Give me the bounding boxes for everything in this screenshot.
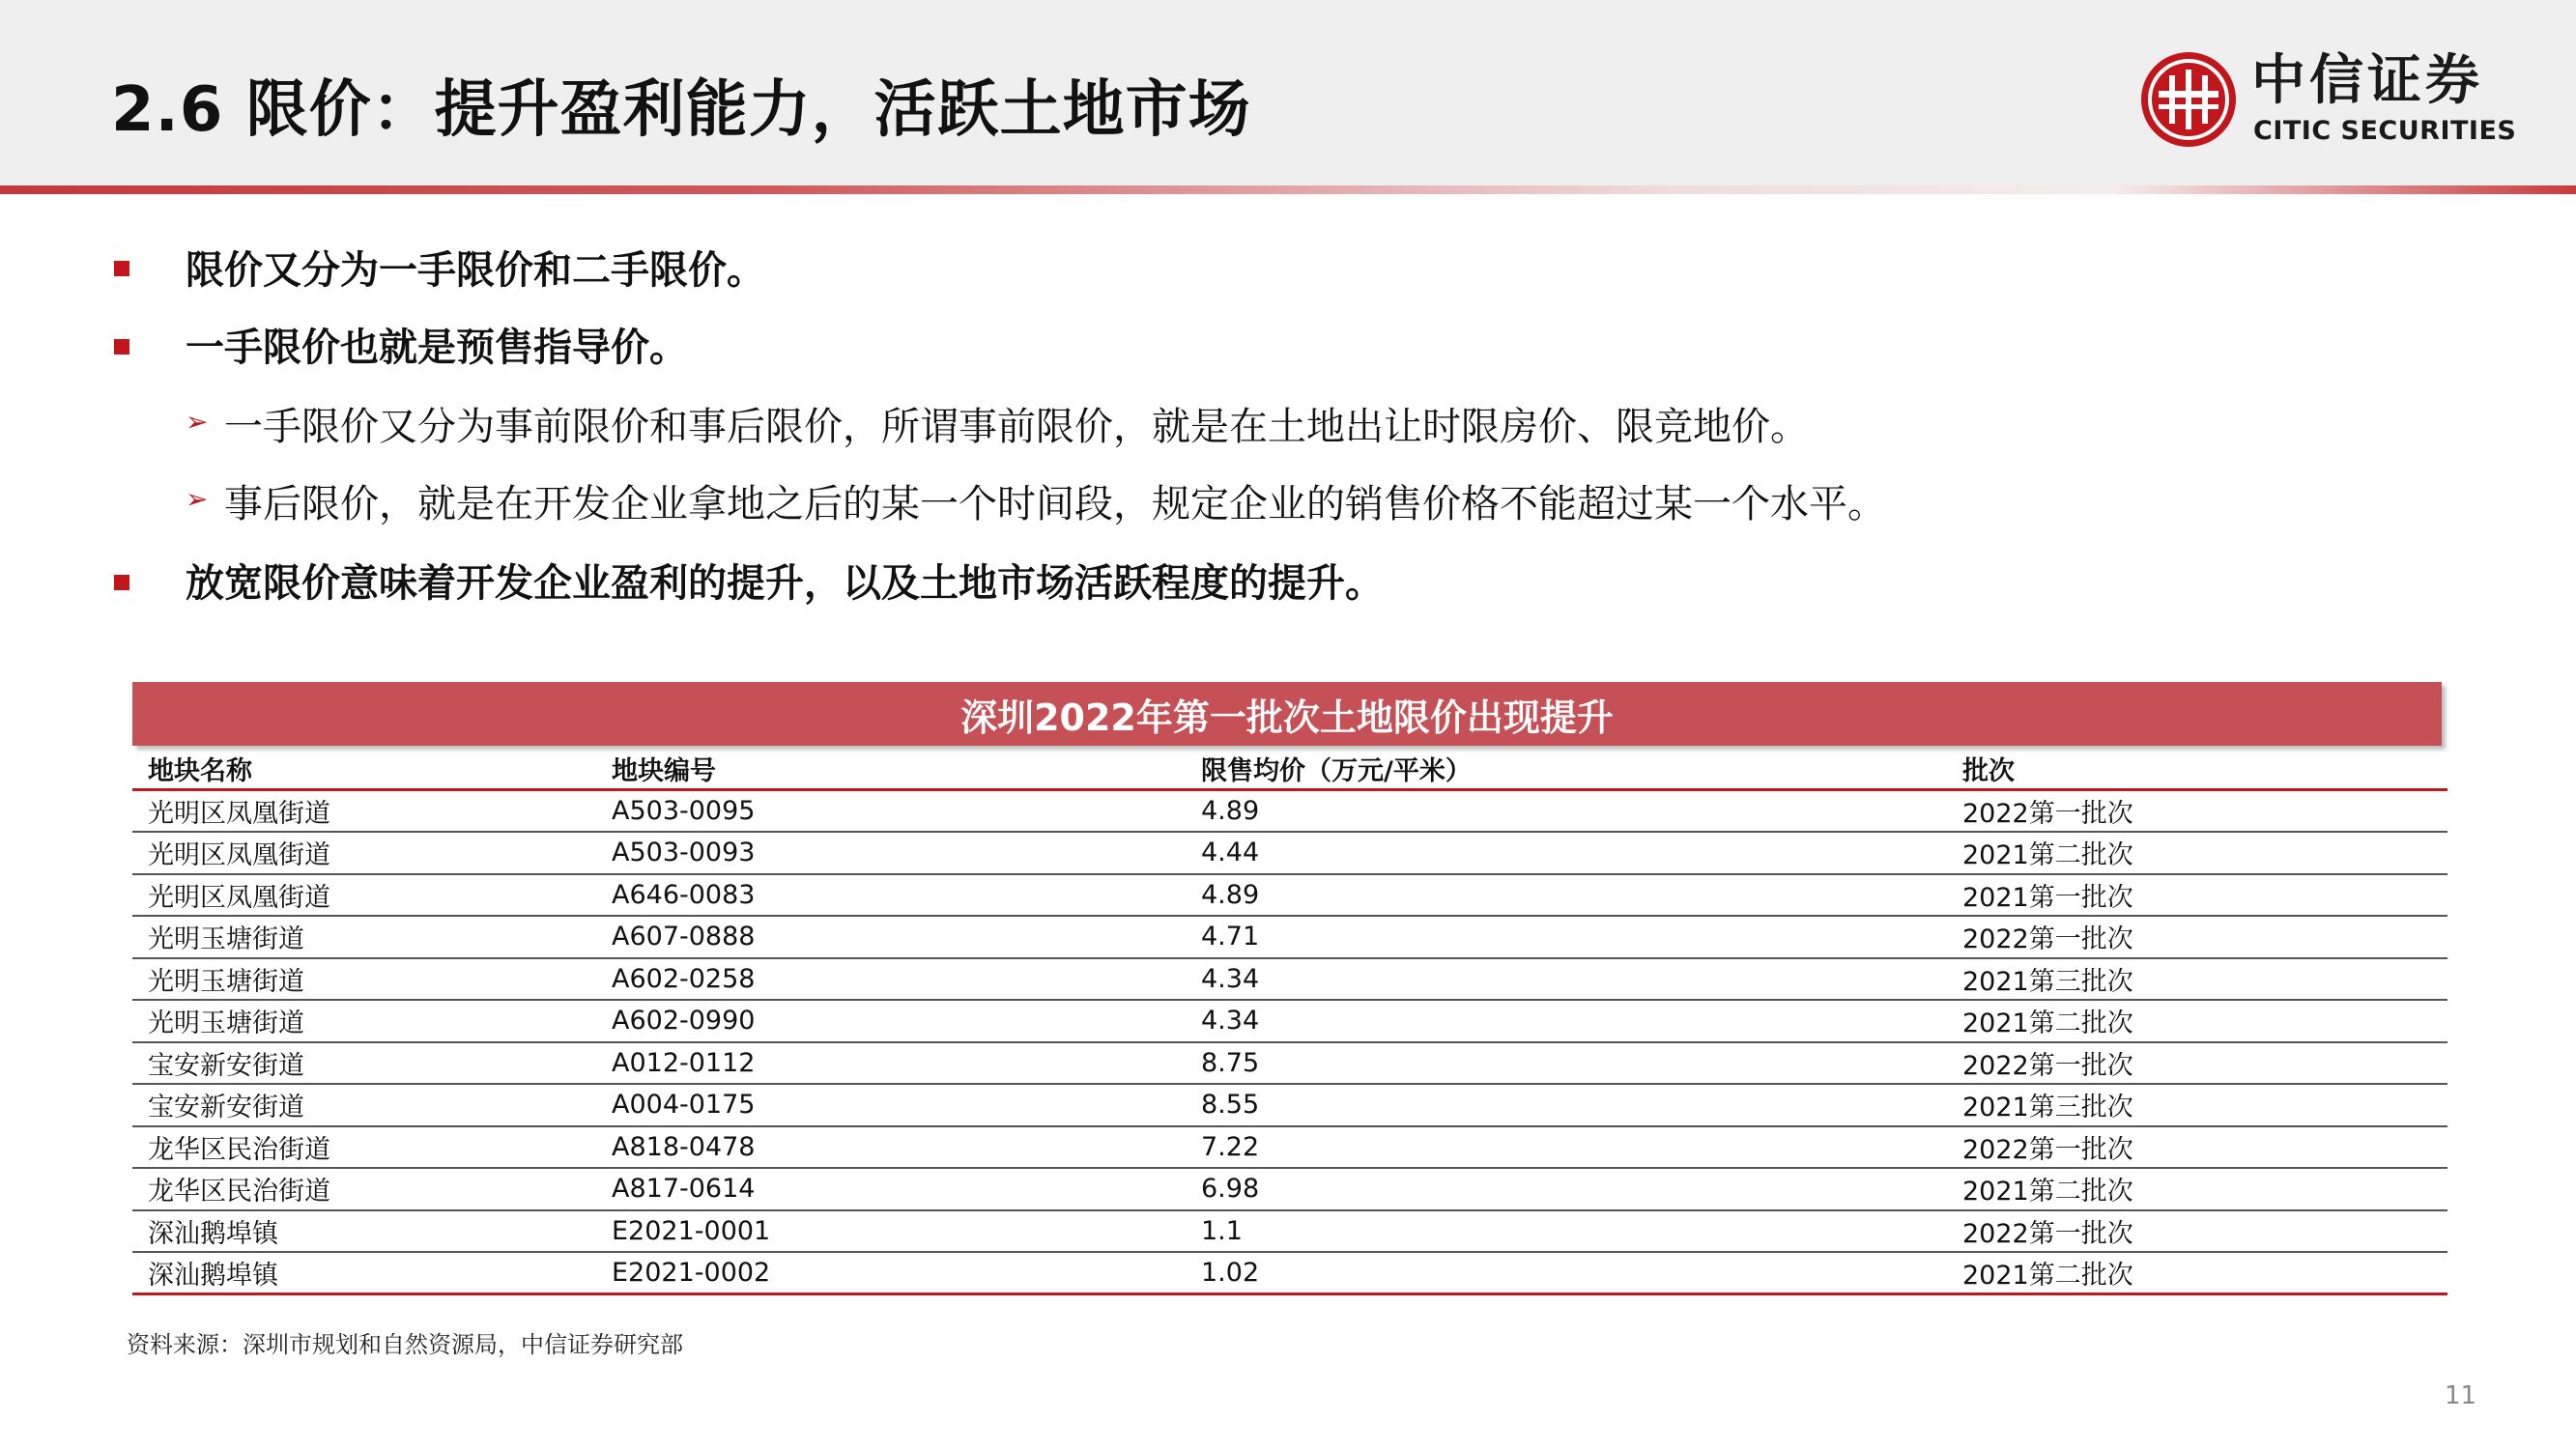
table-cell: 宝安新安街道 bbox=[132, 1042, 596, 1085]
bullet-square-icon bbox=[114, 261, 129, 276]
bullet-arrow-icon: ➢ bbox=[186, 483, 209, 515]
table-cell: A012-0112 bbox=[596, 1042, 1186, 1085]
table-cell: 光明玉塘街道 bbox=[132, 916, 596, 958]
table-body bbox=[132, 790, 2447, 1294]
table-cell: A818-0478 bbox=[596, 1126, 1186, 1169]
page-number: 11 bbox=[2445, 1381, 2477, 1410]
table-cell: 2022第一批次 bbox=[1947, 1126, 2447, 1169]
sub-bullet-item: 事后限价，就是在开发企业拿地之后的某一个时间段，规定企业的销售价格不能超过某一个水平。 bbox=[224, 482, 1886, 526]
table-cell: 2021第二批次 bbox=[1947, 1168, 2447, 1210]
table-cell: A817-0614 bbox=[596, 1168, 1186, 1210]
table-cell: 2021第二批次 bbox=[1947, 832, 2447, 874]
table-cell: 4.71 bbox=[1186, 916, 1947, 958]
table-cell: A607-0888 bbox=[596, 916, 1186, 958]
table-cell: A004-0175 bbox=[596, 1084, 1186, 1126]
table-title: 深圳2022年第一批次土地限价出现提升 bbox=[132, 682, 2442, 746]
page-title: 2.6 限价：提升盈利能力，活跃土地市场 bbox=[111, 74, 1251, 146]
column-header: 地块编号 bbox=[596, 748, 1186, 790]
table-cell: 龙华区民治街道 bbox=[132, 1126, 596, 1169]
table-cell: 1.02 bbox=[1186, 1252, 1947, 1294]
bullet-square-icon bbox=[114, 575, 129, 590]
table-cell: 4.34 bbox=[1186, 1000, 1947, 1042]
table-row bbox=[132, 1042, 2447, 1085]
header-bar bbox=[0, 0, 2576, 185]
table-row bbox=[132, 1168, 2447, 1210]
table-cell: 7.22 bbox=[1186, 1126, 1947, 1169]
table-cell: 2021第三批次 bbox=[1947, 958, 2447, 1001]
column-header: 地块名称 bbox=[132, 748, 596, 790]
table-cell: 4.89 bbox=[1186, 874, 1947, 917]
citic-logo-icon bbox=[2137, 48, 2240, 151]
bullet-arrow-icon: ➢ bbox=[186, 406, 209, 438]
bullet-item: 限价又分为一手限价和二手限价。 bbox=[186, 248, 765, 293]
data-table bbox=[132, 748, 2447, 1295]
land-price-table bbox=[132, 682, 2447, 1295]
table-cell: 2022第一批次 bbox=[1947, 1210, 2447, 1253]
table-cell: 2021第一批次 bbox=[1947, 874, 2447, 917]
table-cell: E2021-0001 bbox=[596, 1210, 1186, 1253]
table-cell: 2021第三批次 bbox=[1947, 1084, 2447, 1126]
table-cell: 4.34 bbox=[1186, 958, 1947, 1001]
column-header: 限售均价（万元/平米） bbox=[1186, 748, 1947, 790]
source-note: 资料来源：深圳市规划和自然资源局，中信证券研究部 bbox=[127, 1331, 683, 1358]
table-row bbox=[132, 1000, 2447, 1042]
table-cell: A602-0990 bbox=[596, 1000, 1186, 1042]
table-cell: 宝安新安街道 bbox=[132, 1084, 596, 1126]
table-header-row bbox=[132, 748, 2447, 790]
table-cell: 2021第二批次 bbox=[1947, 1252, 2447, 1294]
table-cell: A503-0093 bbox=[596, 832, 1186, 874]
table-cell: A602-0258 bbox=[596, 958, 1186, 1001]
bullet-square-icon bbox=[114, 339, 129, 355]
table-row bbox=[132, 1210, 2447, 1253]
table-cell: E2021-0002 bbox=[596, 1252, 1186, 1294]
table-cell: 4.44 bbox=[1186, 832, 1947, 874]
table-row bbox=[132, 958, 2447, 1001]
table-row bbox=[132, 916, 2447, 958]
table-row bbox=[132, 874, 2447, 917]
table-row bbox=[132, 832, 2447, 874]
table-cell: 光明区凤凰街道 bbox=[132, 832, 596, 874]
table-cell: 6.98 bbox=[1186, 1168, 1947, 1210]
table-row bbox=[132, 790, 2447, 833]
column-header: 批次 bbox=[1947, 748, 2447, 790]
table-cell: 2021第二批次 bbox=[1947, 1000, 2447, 1042]
citic-logo bbox=[2137, 48, 2517, 155]
table-row bbox=[132, 1252, 2447, 1294]
table-cell: 4.89 bbox=[1186, 790, 1947, 833]
table-cell: 2022第一批次 bbox=[1947, 790, 2447, 833]
table-cell: 光明玉塘街道 bbox=[132, 1000, 596, 1042]
table-cell: 2022第一批次 bbox=[1947, 1042, 2447, 1085]
sub-bullet-item: 一手限价又分为事前限价和事后限价，所谓事前限价，就是在土地出让时限房价、限竞地价。 bbox=[224, 405, 1809, 449]
table-cell: 龙华区民治街道 bbox=[132, 1168, 596, 1210]
logo-name-cn: 中信证券 bbox=[2251, 49, 2483, 112]
table-cell: 深汕鹅埠镇 bbox=[132, 1210, 596, 1253]
table-cell: 1.1 bbox=[1186, 1210, 1947, 1253]
table-cell: 深汕鹅埠镇 bbox=[132, 1252, 596, 1294]
table-cell: A503-0095 bbox=[596, 790, 1186, 833]
table-cell: 光明区凤凰街道 bbox=[132, 790, 596, 833]
table-row bbox=[132, 1084, 2447, 1126]
table-cell: 8.75 bbox=[1186, 1042, 1947, 1085]
bullet-item: 一手限价也就是预售指导价。 bbox=[186, 326, 688, 370]
table-cell: A646-0083 bbox=[596, 874, 1186, 917]
table-cell: 光明玉塘街道 bbox=[132, 958, 596, 1001]
table-cell: 2022第一批次 bbox=[1947, 916, 2447, 958]
table-row bbox=[132, 1126, 2447, 1169]
table-cell: 光明区凤凰街道 bbox=[132, 874, 596, 917]
logo-name-en: CITIC SECURITIES bbox=[2253, 116, 2517, 146]
header-divider bbox=[0, 185, 2576, 194]
table-cell: 8.55 bbox=[1186, 1084, 1947, 1126]
bullet-item: 放宽限价意味着开发企业盈利的提升，以及土地市场活跃程度的提升。 bbox=[186, 561, 1384, 606]
